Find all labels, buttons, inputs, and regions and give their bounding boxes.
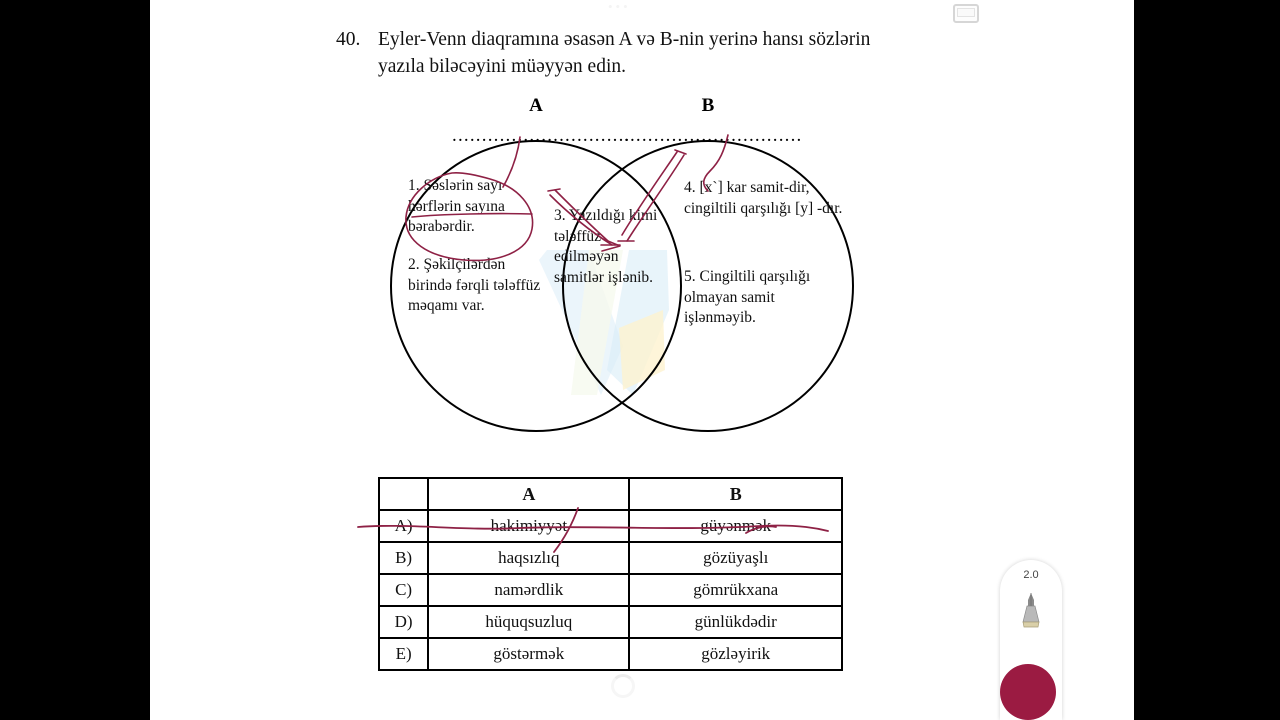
pen-color-swatch[interactable] <box>1000 664 1056 720</box>
top-menu-dots[interactable]: ••• <box>608 0 631 14</box>
table-row[interactable] <box>379 638 842 670</box>
option-value-a: haqsızlıq <box>428 542 629 574</box>
option-letter: B) <box>379 542 428 574</box>
header-blank <box>379 478 428 510</box>
answer-options-table <box>378 477 843 671</box>
option-value-b: gömrükxana <box>629 574 842 606</box>
option-value-b: güyənmək <box>629 510 842 542</box>
document-page <box>150 0 1134 720</box>
venn-item-1: 1. Səslərin sayı hərflərin sayına bərabərdir. <box>408 177 505 235</box>
header-a: A <box>428 478 629 510</box>
question-block <box>336 26 896 80</box>
loading-spinner-icon <box>611 674 635 698</box>
question-text: Eyler-Venn diaqramına əsasən A və B-nin yerinə hansı sözlərin yazıla biləcəyini müəyyən edin. <box>378 29 871 77</box>
pen-size-label: 2.0 <box>1023 569 1039 581</box>
question-number: 40. <box>336 29 361 50</box>
option-value-a: hüquqsuzluq <box>428 606 629 638</box>
option-value-a: göstərmək <box>428 638 629 670</box>
option-value-a: namərdlik <box>428 574 629 606</box>
venn-label-b: B <box>701 95 715 116</box>
option-value-b: günlükdədir <box>629 606 842 638</box>
option-value-b: gözüyaşlı <box>629 542 842 574</box>
venn-item-5: 5. Cingiltili qarşılığı olmayan samit işlənməyib. <box>684 268 811 326</box>
option-value-b: gözləyirik <box>629 638 842 670</box>
pen-tool-palette[interactable] <box>1000 560 1062 720</box>
option-value-a: hakimiyyət <box>428 510 629 542</box>
venn-blank-a: .............................. <box>452 125 631 146</box>
fullscreen-icon[interactable] <box>953 4 979 23</box>
header-b: B <box>629 478 842 510</box>
pen-tip-icon[interactable] <box>1018 592 1044 630</box>
venn-item-2: 2. Şəkilçilərdən birində fərqli tələffüz məqamı var. <box>408 256 541 314</box>
option-letter: C) <box>379 574 428 606</box>
table-row[interactable] <box>379 510 842 542</box>
venn-item-3: 3. Yazıldığı kimi tələffüz edilməyən samitlər işlənib. <box>554 207 658 286</box>
table-header-row <box>379 478 842 510</box>
table-row[interactable] <box>379 574 842 606</box>
venn-item-4: 4. [x`] kar samit-dir, cingiltili qarşılığı [y] -dır. <box>684 179 843 217</box>
table-row[interactable] <box>379 542 842 574</box>
option-letter: D) <box>379 606 428 638</box>
table-row[interactable] <box>379 606 842 638</box>
table-body <box>379 510 842 670</box>
option-letter: A) <box>379 510 428 542</box>
venn-diagram <box>372 95 872 445</box>
venn-blank-b: .............................. <box>624 125 803 146</box>
venn-label-a: A <box>529 95 543 116</box>
option-letter: E) <box>379 638 428 670</box>
